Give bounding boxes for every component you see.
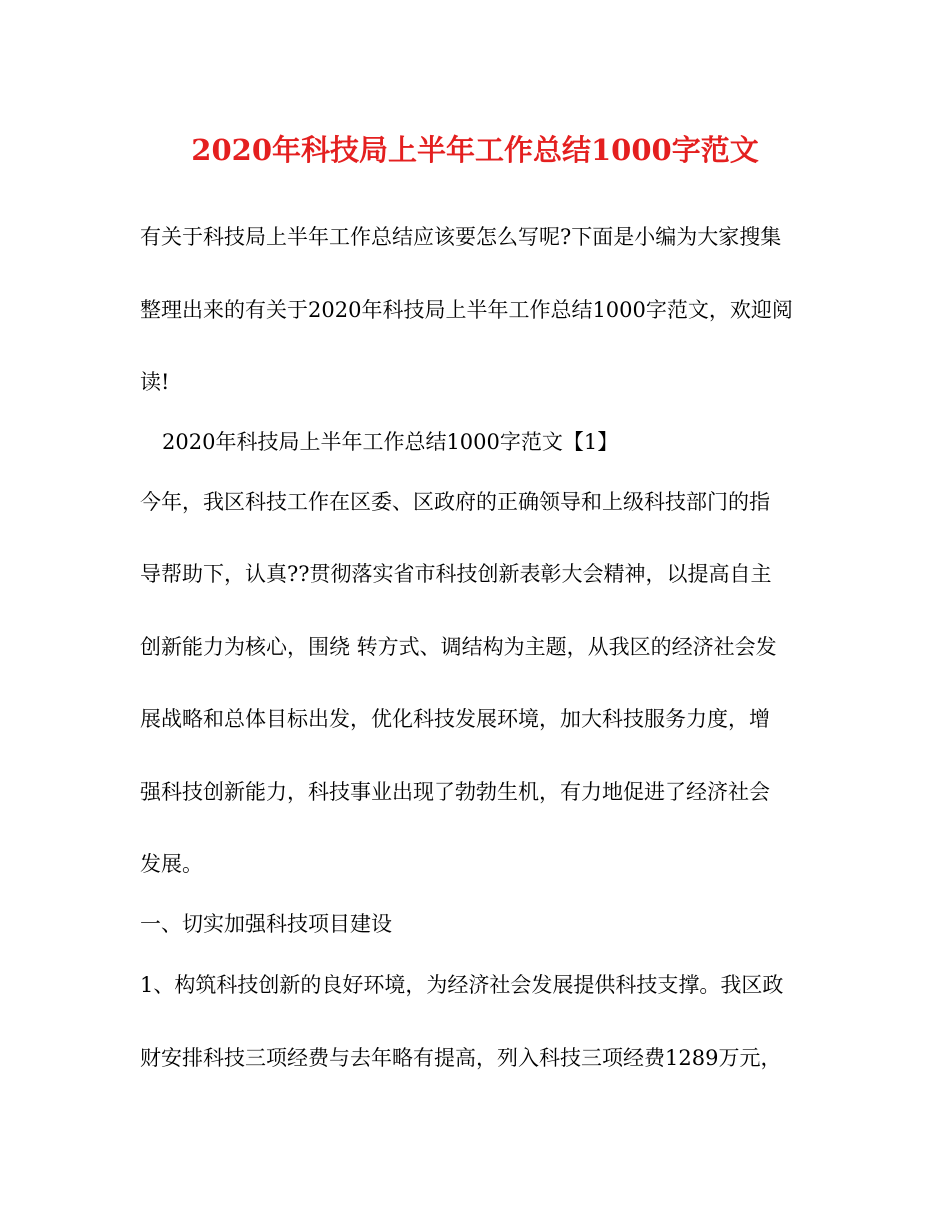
document-title: 2020年科技局上半年工作总结1000字范文 — [191, 133, 759, 167]
paragraph-line: 强科技创新能力，科技事业出现了勃勃生机，有力地促进了经济社会 — [140, 780, 770, 804]
paragraph-line: 读! — [140, 370, 170, 394]
paragraph-line: 展战略和总体目标出发，优化科技发展环境，加大科技服务力度，增 — [140, 707, 770, 731]
paragraph-line: 今年，我区科技工作在区委、区政府的正确领导和上级科技部门的指 — [140, 490, 770, 514]
paragraph-line: 创新能力为核心，围绕 转方式、调结构为主题，从我区的经济社会发 — [140, 635, 777, 659]
section-heading: 2020年科技局上半年工作总结1000字范文【1】 — [162, 430, 619, 454]
paragraph-line: 有关于科技局上半年工作总结应该要怎么写呢?下面是小编为大家搜集 — [140, 225, 782, 249]
paragraph-line: 1、构筑科技创新的良好环境，为经济社会发展提供科技支撑。我区政 — [140, 973, 784, 997]
paragraph-line: 整理出来的有关于2020年科技局上半年工作总结1000字范文，欢迎阅 — [140, 298, 793, 322]
subsection-heading: 一、切实加强科技项目建设 — [140, 912, 392, 936]
paragraph-line: 财安排科技三项经费与去年略有提高，列入科技三项经费1289万元， — [140, 1046, 782, 1070]
paragraph-line: 导帮助下，认真??贯彻落实省市科技创新表彰大会精神，以提高自主 — [140, 562, 772, 586]
paragraph-line: 发展。 — [140, 852, 203, 876]
